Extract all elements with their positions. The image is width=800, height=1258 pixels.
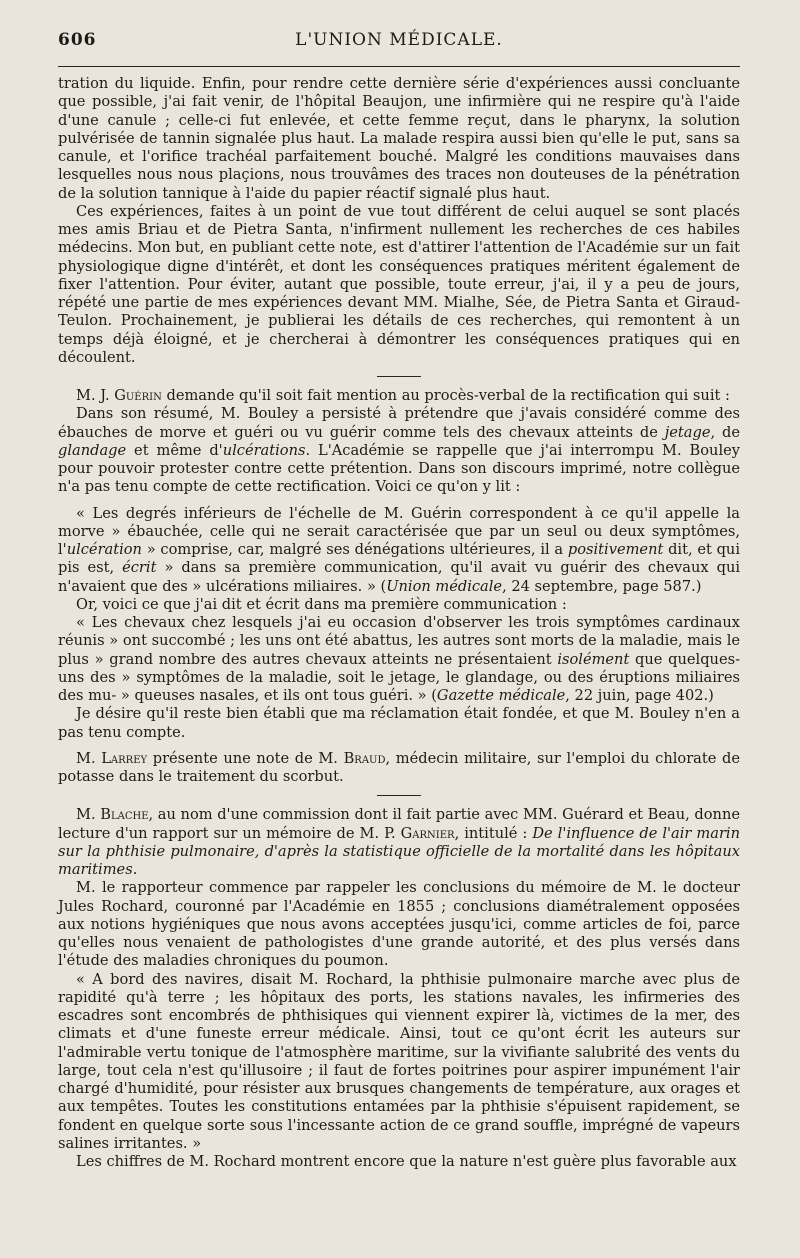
page-header bbox=[58, 30, 740, 52]
paragraph-first-communication: Or, voici ce que j'ai dit et écrit dans ma première communication : bbox=[76, 595, 567, 613]
section-separator bbox=[377, 376, 421, 377]
paragraph-reclamation: Je désire qu'il reste bien établi que ma réclamation était fondée, et que M. Bouley n'en a pas tenu compte. bbox=[58, 705, 740, 741]
quotation-bouley: « Les degrés inférieurs de l'échelle de M. Guérin correspondent à ce qu'il appelle la morve » ébauchée, celle qui ne serait caractérisée que par un seul ou deux symptômes, l'ulcération » comprise, car, malgré ses dénégations ultérieures, il a positivement dit, et qui pis est, écrit » dans sa première communication, qu'il avait vu guérir des chevaux qui n'avaient que des » ulcérations miliaires. » (Union médicale, 24 septembre, page 587.) bbox=[58, 504, 741, 595]
running-title: L'UNION MÉDICALE. bbox=[295, 30, 503, 50]
paragraph-rapporteur: M. le rapporteur commence par rappeler les conclusions du mémoire de M. le docteur Jules Rochard, couronné par l'Académie en 1855 ; conclusions diamétralement opposées aux notions hygiéniques que nous avons acceptées jusqu'ici, comme articles de foi, parce qu'elles nous venaient de pathologistes d'une grande autorité, et des plus versés dans l'étude des maladies chroniques du poumon. bbox=[58, 879, 740, 970]
header-rule bbox=[58, 66, 740, 67]
spacer bbox=[58, 497, 740, 505]
paragraph-experiment-end: tration du liquide. Enfin, pour rendre cette dernière série d'expériences aussi concluante que possible, j'ai fait venir, de l'hôpital Beaujon, une infirmière qui ne respire qu'à l'aide d'une canule ; celle-ci fut enlevée, et cette femme reçut, dans le pharynx, la solution pulvérisée de tannin signalée plus haut. La malade respira aussi bien qu'elle le put, sans sa canule, et l'orifice trachéal parfaitement bouché. Malgré les conditions mauvaises dans lesquelles nous nous plaçions, nous trouvâmes des traces non douteuses de la pénétration de la solution tannique à l'aide du papier réactif signalé plus haut. bbox=[58, 75, 740, 202]
article-body bbox=[58, 75, 740, 1171]
quotation-guerin: « Les chevaux chez lesquels j'ai eu occasion d'observer les trois symptômes cardinaux réunis » ont succombé ; les uns ont été abattus, les autres sont morts de la maladie, mais le plus » grand nombre des autres chevaux atteints ne présentaient isolément que quelques-uns des » symptômes de la maladie, soit le jetage, le glandage, ou des éruptions miliaires des mu- » queuses nasales, et ils ont tous guéri. » (Gazette médicale, 22 juin, page 402.) bbox=[58, 614, 741, 704]
spacer bbox=[58, 742, 740, 750]
paragraph-guerin-request: M. J. Guérin demande qu'il soit fait mention au procès-verbal de la rectification qui suit : bbox=[76, 387, 730, 404]
speaker-name: M. J. Guérin bbox=[76, 387, 162, 404]
paragraph-bouley-summary: Dans son résumé, M. Bouley a persisté à prétendre que j'avais considéré comme des ébauches de morve et guéri ou vu guérir comme tels des chevaux atteints de jetage, de glandage et même d'ulcérations. L'Académie se rappelle que j'ai interrompu M. Bouley pour pouvoir protester contre cette prétention. Dans son discours imprimé, notre collègue n'a pas tenu compte de cette rectification. Voici ce qu'on y lit : bbox=[58, 405, 740, 496]
paragraph-larrey: M. Larrey présente une note de M. Braud, médecin militaire, sur l'emploi du chlorate de potasse dans le traitement du scorbut. bbox=[58, 749, 740, 785]
quotation-rochard: « A bord des navires, disait M. Rochard, la phthisie pulmonaire marche avec plus de rapidité qu'à terre ; les hôpitaux des ports, les stations navales, les infirmeries des escadres sont encombrés de phthisiques qui viennent expirer là, victimes de la mer, des climats et d'une funeste erreur médicale. Ainsi, tout ce qu'ont écrit les auteurs sur l'admirable vertu tonique de l'atmosphère maritime, sur la vivifiante salubrité des vents du large, tout cela n'est qu'illusoire ; il faut de fortes poitrines pour aspirer impunément l'air chargé d'humidité, pour résister aux brusques changements de température, aux orages et aux tempêtes. Toutes les constitutions entamées par la phthisie s'épuisent rapidement, se fondent en quelque sorte sous l'incessante action de ce grand souffle, imprégné de vapeurs salines irritantes. » bbox=[58, 970, 740, 1152]
page-number: 606 bbox=[58, 30, 97, 50]
section-separator bbox=[377, 795, 421, 796]
paragraph-blache: M. Blache, au nom d'une commission dont il fait partie avec MM. Guérard et Beau, donne lecture d'un rapport sur un mémoire de M. P. Garnier, intitulé : De l'influence de l'air marin sur la phthisie pulmonaire, d'après la statistique officielle de la mortalité dans les hôpitaux maritimes. bbox=[58, 806, 740, 878]
paragraph-rochard-figures: Les chiffres de M. Rochard montrent encore que la nature n'est guère plus favorable aux bbox=[76, 1153, 737, 1170]
paragraph-conclusion: Ces expériences, faites à un point de vue tout différent de celui auquel se sont placés mes amis Briau et de Pietra Santa, n'infirment nullement les recherches de ces habiles médecins. Mon but, en publiant cette note, est d'attirer l'attention de l'Académie sur un fait physiologique digne d'intérêt, et dont les conséquences pratiques méritent également de fixer l'attention. Pour éviter, autant que possible, toute erreur, j'ai, il y a peu de jours, répété une partie de mes expériences devant MM. Mialhe, Sée, de Pietra Santa et Giraud-Teulon. Prochainement, je publierai les détails de ces recherches, qui remontent à un temps déjà éloigné, et je chercherai à démontrer les conséquences pratiques qui en découlent. bbox=[58, 202, 740, 366]
